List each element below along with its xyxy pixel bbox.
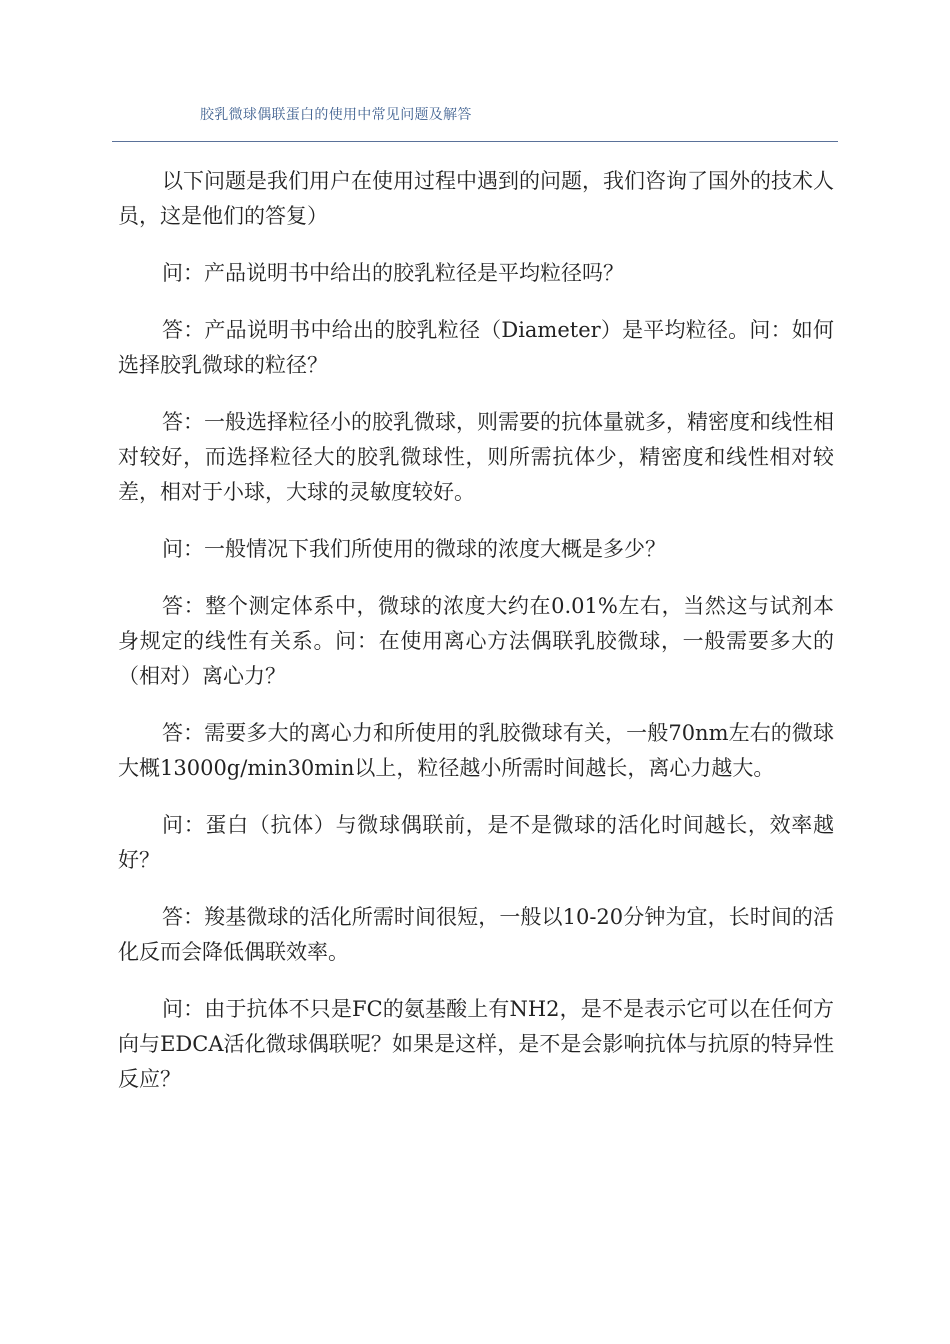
answer-paragraph: 答：产品说明书中给出的胶乳粒径（Diameter）是平均粒径。问：如何选择胶乳微球的粒径？ bbox=[118, 318, 834, 377]
question-paragraph: 问：由于抗体不只是FC的氨基酸上有NH2，是不是表示它可以在任何方向与EDCA活化微球偶联呢？如果是这样，是不是会影响抗体与抗原的特异性反应？ bbox=[118, 997, 834, 1091]
answer-paragraph: 答：需要多大的离心力和所使用的乳胶微球有关，一般70nm左右的微球大概13000g/min30min以上，粒径越小所需时间越长，离心力越大。 bbox=[118, 721, 834, 780]
question-paragraph: 问：蛋白（抗体）与微球偶联前，是不是微球的活化时间越长，效率越好？ bbox=[118, 813, 834, 872]
question-paragraph: 问：一般情况下我们所使用的微球的浓度大概是多少？ bbox=[162, 537, 666, 561]
answer-paragraph: 答：羧基微球的活化所需时间很短，一般以10-20分钟为宜，长时间的活化反而会降低偶联效率。 bbox=[118, 905, 834, 964]
document-body bbox=[118, 164, 834, 1119]
question-paragraph: 问：产品说明书中给出的胶乳粒径是平均粒径吗？ bbox=[162, 261, 624, 285]
intro-paragraph: 以下问题是我们用户在使用过程中遇到的问题，我们咨询了国外的技术人员，这是他们的答复） bbox=[118, 169, 834, 228]
answer-paragraph: 答：一般选择粒径小的胶乳微球，则需要的抗体量就多，精密度和线性相对较好，而选择粒径大的胶乳微球性，则所需抗体少，精密度和线性相对较差，相对于小球，大球的灵敏度较好。 bbox=[118, 410, 834, 504]
page-header-title: 胶乳微球偶联蛋白的使用中常见问题及解答 bbox=[200, 107, 472, 123]
answer-paragraph: 答：整个测定体系中，微球的浓度大约在0.01%左右，当然这与试剂本身规定的线性有关系。问：在使用离心方法偶联乳胶微球，一般需要多大的（相对）离心力？ bbox=[118, 594, 834, 688]
header-divider bbox=[112, 141, 838, 142]
